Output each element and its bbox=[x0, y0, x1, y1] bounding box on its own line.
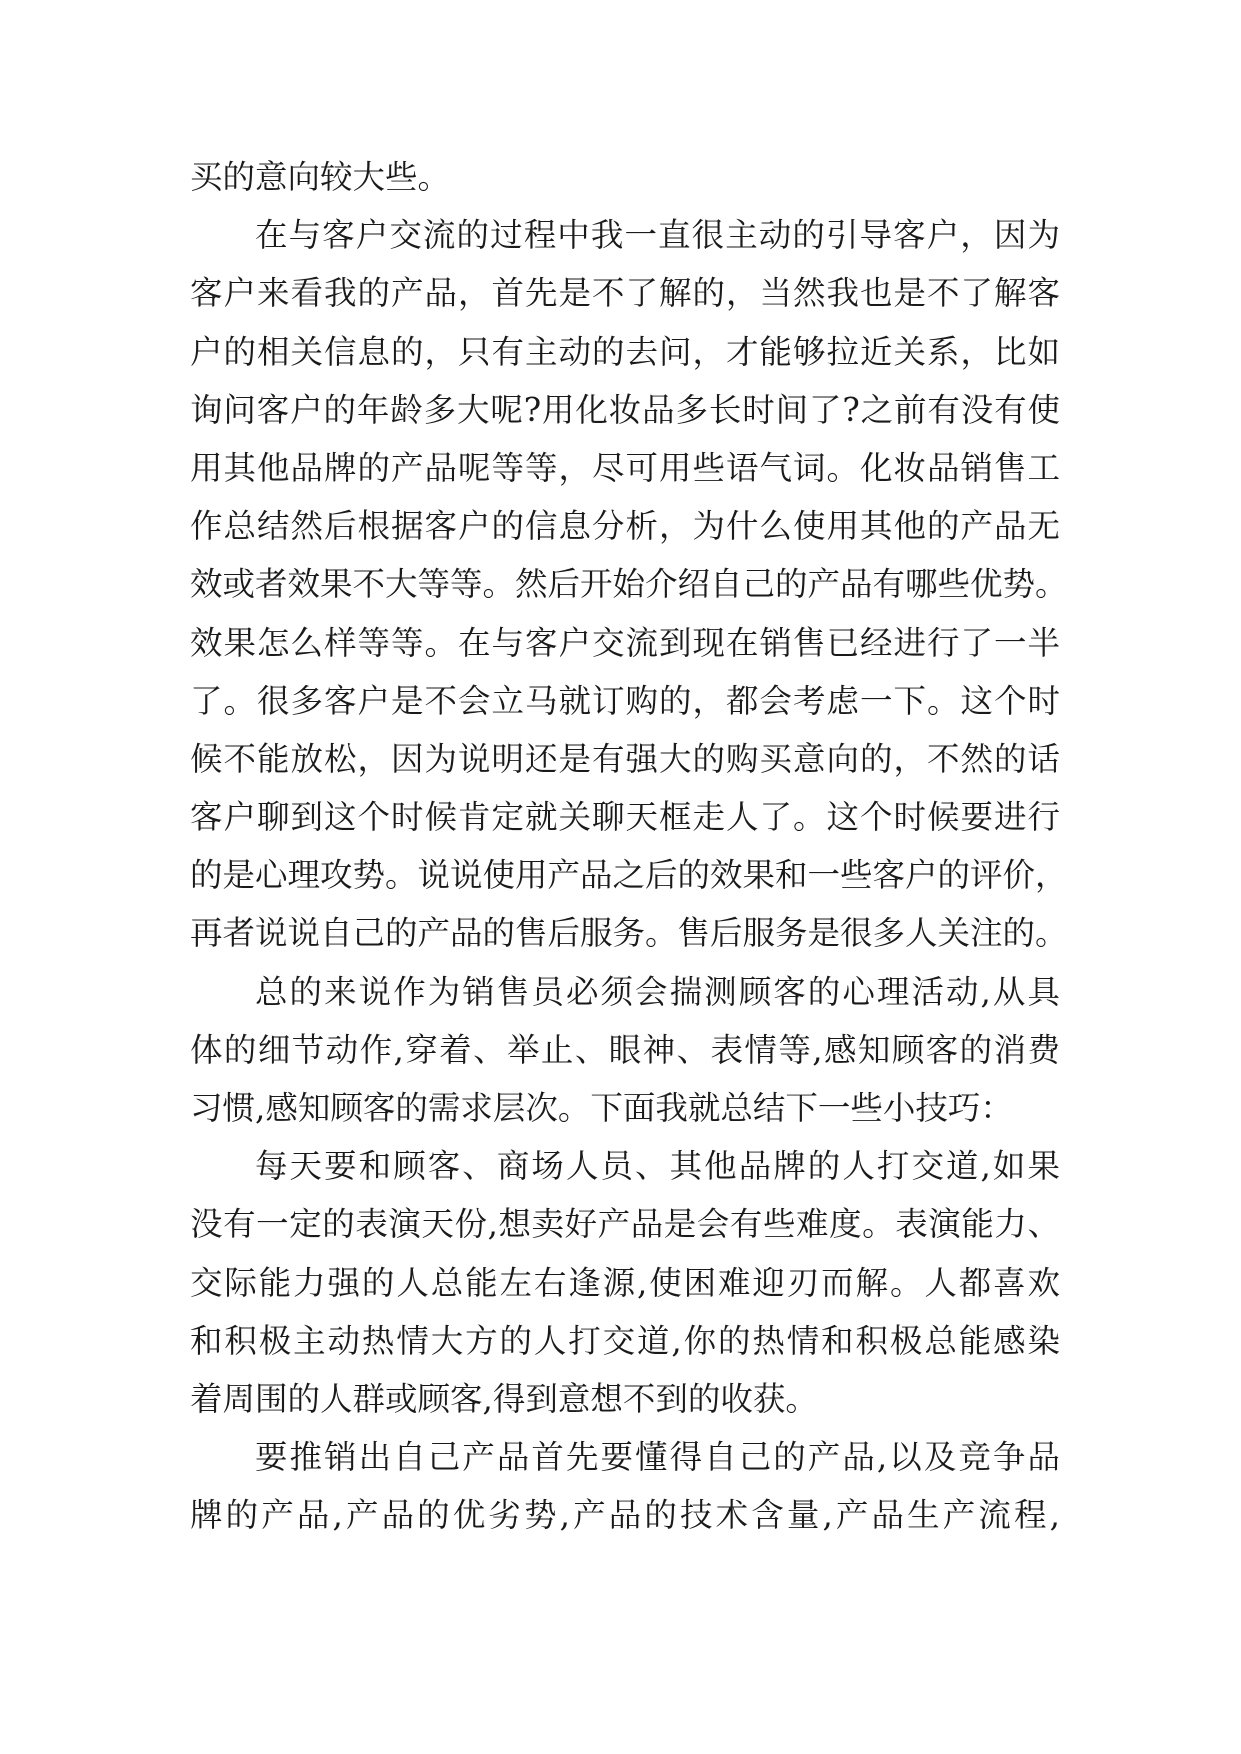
text-line: 客户来看我的产品，首先是不了解的，当然我也是不了解客 bbox=[190, 274, 1060, 313]
text-line: 牌的产品,产品的优劣势,产品的技术含量,产品生产流程, bbox=[190, 1496, 1060, 1535]
text-line: 习惯,感知顾客的需求层次。下面我就总结下一些小技巧： bbox=[190, 1089, 1013, 1127]
text-line: 和积极主动热情大方的人打交道,你的热情和积极总能感染 bbox=[190, 1321, 1060, 1360]
text-line: 要推销出自己产品首先要懂得自己的产品,以及竞争品 bbox=[255, 1438, 1060, 1477]
text-line: 候不能放松，因为说明还是有强大的购买意向的，不然的话 bbox=[190, 739, 1060, 778]
text-line: 总的来说作为销售员必须会揣测顾客的心理活动,从具 bbox=[255, 972, 1060, 1011]
text-line: 询问客户的年龄多大呢?用化妆品多长时间了?之前有没有使 bbox=[190, 390, 1060, 429]
text-line: 了。很多客户是不会立马就订购的，都会考虑一下。这个时 bbox=[190, 681, 1060, 720]
text-line: 的是心理攻势。说说使用产品之后的效果和一些客户的评价， bbox=[190, 856, 1068, 895]
text-line: 在与客户交流的过程中我一直很主动的引导客户，因为 bbox=[255, 216, 1060, 255]
text-line: 效果怎么样等等。在与客户交流到现在销售已经进行了一半 bbox=[190, 623, 1060, 662]
text-line: 户的相关信息的，只有主动的去问，才能够拉近关系，比如 bbox=[190, 332, 1060, 371]
text-line: 交际能力强的人总能左右逢源,使困难迎刃而解。人都喜欢 bbox=[190, 1263, 1060, 1302]
document-body-text bbox=[190, 148, 1068, 1545]
text-line: 着周围的人群或顾客,得到意想不到的收获。 bbox=[190, 1379, 818, 1418]
text-line: 没有一定的表演天份,想卖好产品是会有些难度。表演能力、 bbox=[190, 1205, 1060, 1244]
text-line: 作总结然后根据客户的信息分析，为什么使用其他的产品无 bbox=[190, 507, 1060, 546]
text-line: 客户聊到这个时候肯定就关聊天框走人了。这个时候要进行 bbox=[190, 798, 1060, 837]
text-line: 再者说说自己的产品的售后服务。售后服务是很多人关注的。 bbox=[190, 914, 1068, 953]
text-line: 每天要和顾客、商场人员、其他品牌的人打交道,如果 bbox=[255, 1147, 1060, 1186]
text-line: 体的细节动作,穿着、举止、眼神、表情等,感知顾客的消费 bbox=[190, 1030, 1060, 1069]
text-line: 效或者效果不大等等。然后开始介绍自己的产品有哪些优势。 bbox=[190, 565, 1068, 604]
text-line: 买的意向较大些。 bbox=[190, 158, 451, 196]
text-line: 用其他品牌的产品呢等等，尽可用些语气词。化妆品销售工 bbox=[190, 448, 1060, 487]
